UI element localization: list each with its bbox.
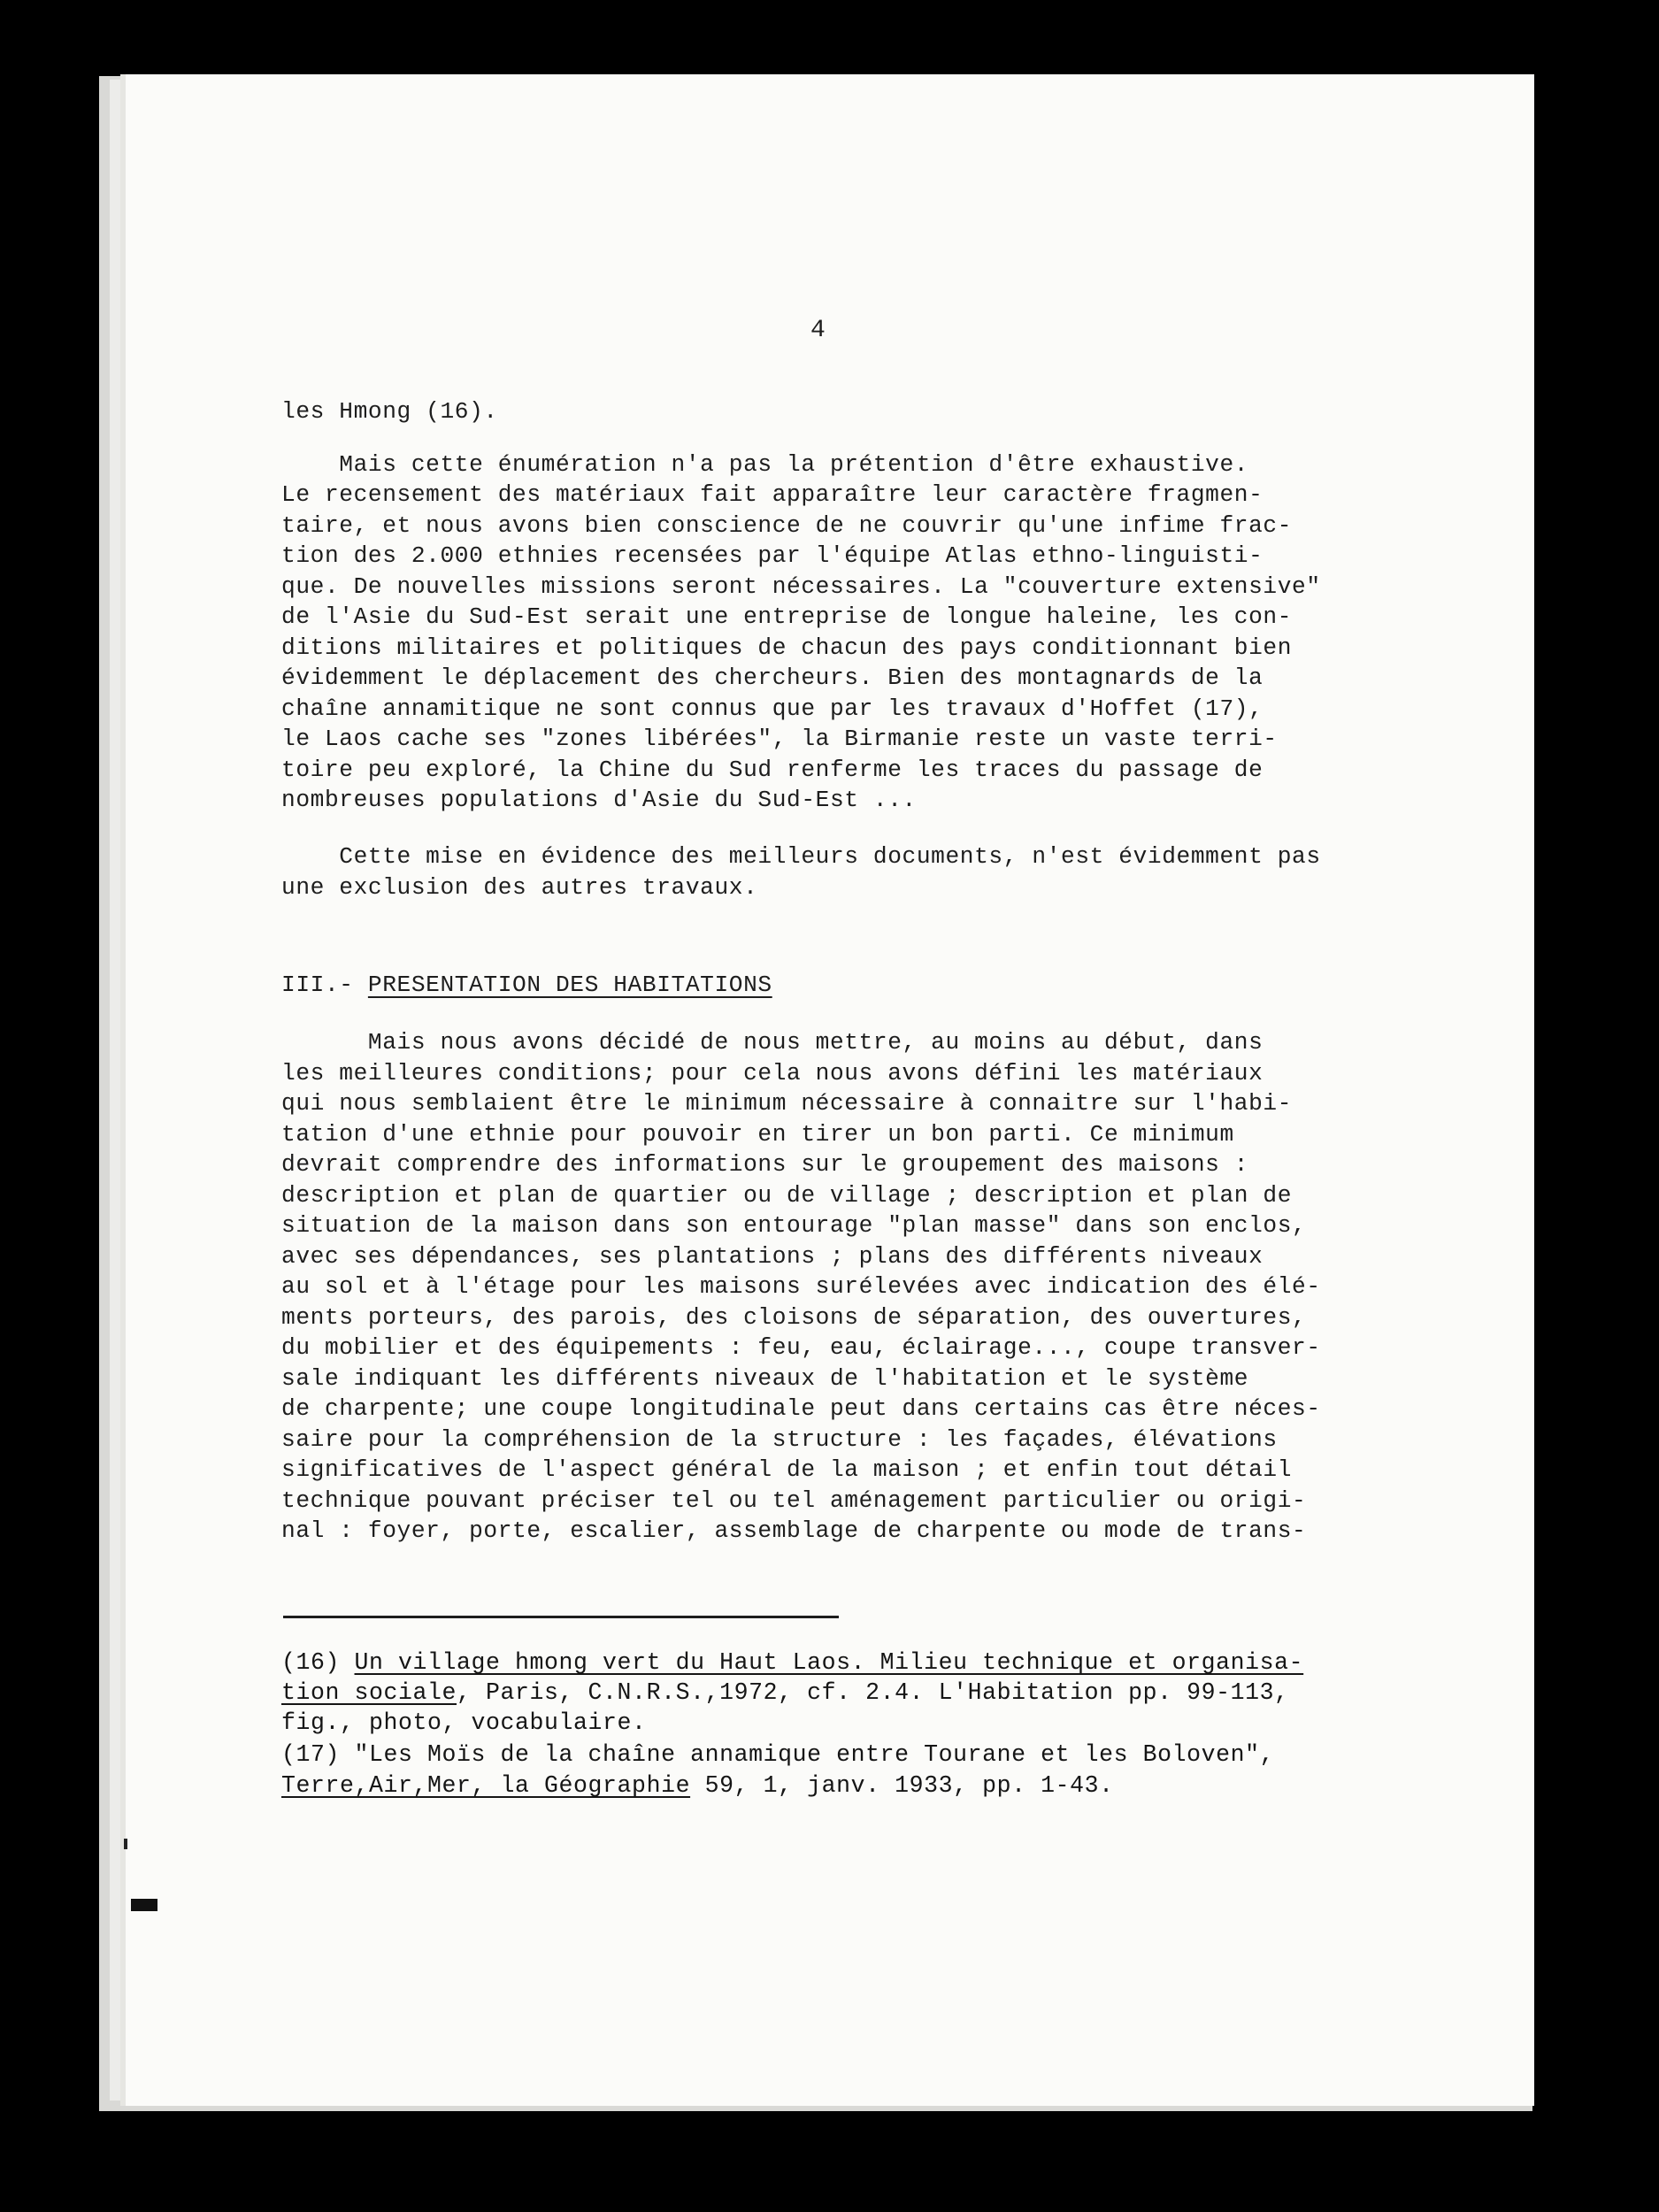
- section-title: PRESENTATION DES HABITATIONS: [367, 972, 772, 998]
- body-line: Mais nous avons décidé de nous mettre, au moins au début, dans: [281, 1029, 1263, 1056]
- body-line: situation de la maison dans son entourage "plan masse" dans son enclos,: [281, 1212, 1307, 1239]
- body-line: chaîne annamitique ne sont connus que par les travaux d'Hoffet (17),: [281, 695, 1263, 722]
- body-line: que. De nouvelles missions seront nécessaires. La "couverture extensive": [281, 573, 1321, 600]
- body-line: Mais cette énumération n'a pas la prétention d'être exhaustive.: [281, 451, 1249, 478]
- body-line: au sol et à l'étage pour les maisons surélevées avec indication des élé-: [281, 1273, 1321, 1300]
- footnote-16-title: Un village hmong vert du Haut Laos. Milieu technique et organisa-: [354, 1649, 1304, 1676]
- body-line: avec ses dépendances, ses plantations ; plans des différents niveaux: [281, 1243, 1263, 1270]
- body-line: description et plan de quartier ou de village ; description et plan de: [281, 1182, 1293, 1209]
- footnote-17-details: 59, 1, janv. 1933, pp. 1-43.: [690, 1772, 1114, 1799]
- body-line: qui nous semblaient être le minimum nécessaire à connaitre sur l'habi-: [281, 1090, 1293, 1117]
- footnote-17-line-1: (17) "Les Moïs de la chaîne annamique entre Tourane et les Boloven",: [281, 1741, 1275, 1768]
- body-line: le Laos cache ses "zones libérées", la Birmanie reste un vaste terri-: [281, 726, 1278, 752]
- page-number: 4: [810, 317, 826, 344]
- footnote-16-details: , Paris, C.N.R.S.,1972, cf. 2.4. L'Habitation pp. 99-113,: [457, 1679, 1289, 1706]
- body-line: ments porteurs, des parois, des cloisons de séparation, des ouvertures,: [281, 1304, 1307, 1331]
- section-heading: [281, 970, 772, 1001]
- footnote-separator: [283, 1616, 839, 1618]
- section-number: III.-: [281, 972, 368, 998]
- footnote-17-line-2: [281, 1772, 1414, 1799]
- body-line: taire, et nous avons bien conscience de ne couvrir qu'une infime frac-: [281, 512, 1293, 539]
- body-line: de charpente; une coupe longitudinale peut dans certains cas être néces-: [281, 1395, 1321, 1422]
- body-line: les meilleures conditions; pour cela nous avons défini les matériaux: [281, 1060, 1263, 1087]
- body-line: du mobilier et des équipements : feu, eau, éclairage..., coupe transver-: [281, 1334, 1321, 1361]
- body-line: nal : foyer, porte, escalier, assemblage de charpente ou mode de trans-: [281, 1517, 1307, 1544]
- footnote-16-title-cont: tion sociale: [281, 1679, 457, 1706]
- body-line: nombreuses populations d'Asie du Sud-Est ...: [281, 787, 917, 813]
- page-edge: [110, 80, 120, 2101]
- body-line: tation d'une ethnie pour pouvoir en tirer un bon parti. Ce minimum: [281, 1121, 1234, 1148]
- body-line: les Hmong (16).: [281, 398, 498, 425]
- body-line: sale indiquant les différents niveaux de l'habitation et le système: [281, 1365, 1249, 1392]
- footnote-16-number: (16): [281, 1649, 355, 1676]
- body-line: Cette mise en évidence des meilleurs documents, n'est évidemment pas: [281, 843, 1321, 870]
- body-line: ditions militaires et politiques de chacun des pays conditionnant bien: [281, 634, 1293, 661]
- body-line: technique pouvant préciser tel ou tel aménagement particulier ou origi-: [281, 1487, 1307, 1514]
- body-line: évidemment le déplacement des chercheurs. Bien des montagnards de la: [281, 664, 1263, 691]
- footnote-16-line-2: [281, 1679, 1414, 1706]
- body-line: toire peu exploré, la Chine du Sud renferme les traces du passage de: [281, 757, 1263, 783]
- body-line: Le recensement des matériaux fait apparaître leur caractère fragmen-: [281, 481, 1263, 508]
- footnote-17-journal: Terre,Air,Mer, la Géographie: [281, 1772, 691, 1799]
- body-line: saire pour la compréhension de la structure : les façades, élévations: [281, 1426, 1278, 1453]
- footnote-16-line-1: [281, 1649, 1414, 1676]
- binding-tab-mark: [131, 1899, 157, 1911]
- body-line: significatives de l'aspect général de la maison ; et enfin tout détail: [281, 1456, 1293, 1483]
- body-line: une exclusion des autres travaux.: [281, 874, 758, 901]
- margin-mark: [124, 1839, 127, 1849]
- body-line: de l'Asie du Sud-Est serait une entreprise de longue haleine, les con-: [281, 603, 1293, 630]
- body-line: tion des 2.000 ethnies recensées par l'équipe Atlas ethno-linguisti-: [281, 542, 1263, 569]
- body-line: devrait comprendre des informations sur le groupement des maisons :: [281, 1151, 1249, 1178]
- footnote-16-line-3: fig., photo, vocabulaire.: [281, 1709, 647, 1736]
